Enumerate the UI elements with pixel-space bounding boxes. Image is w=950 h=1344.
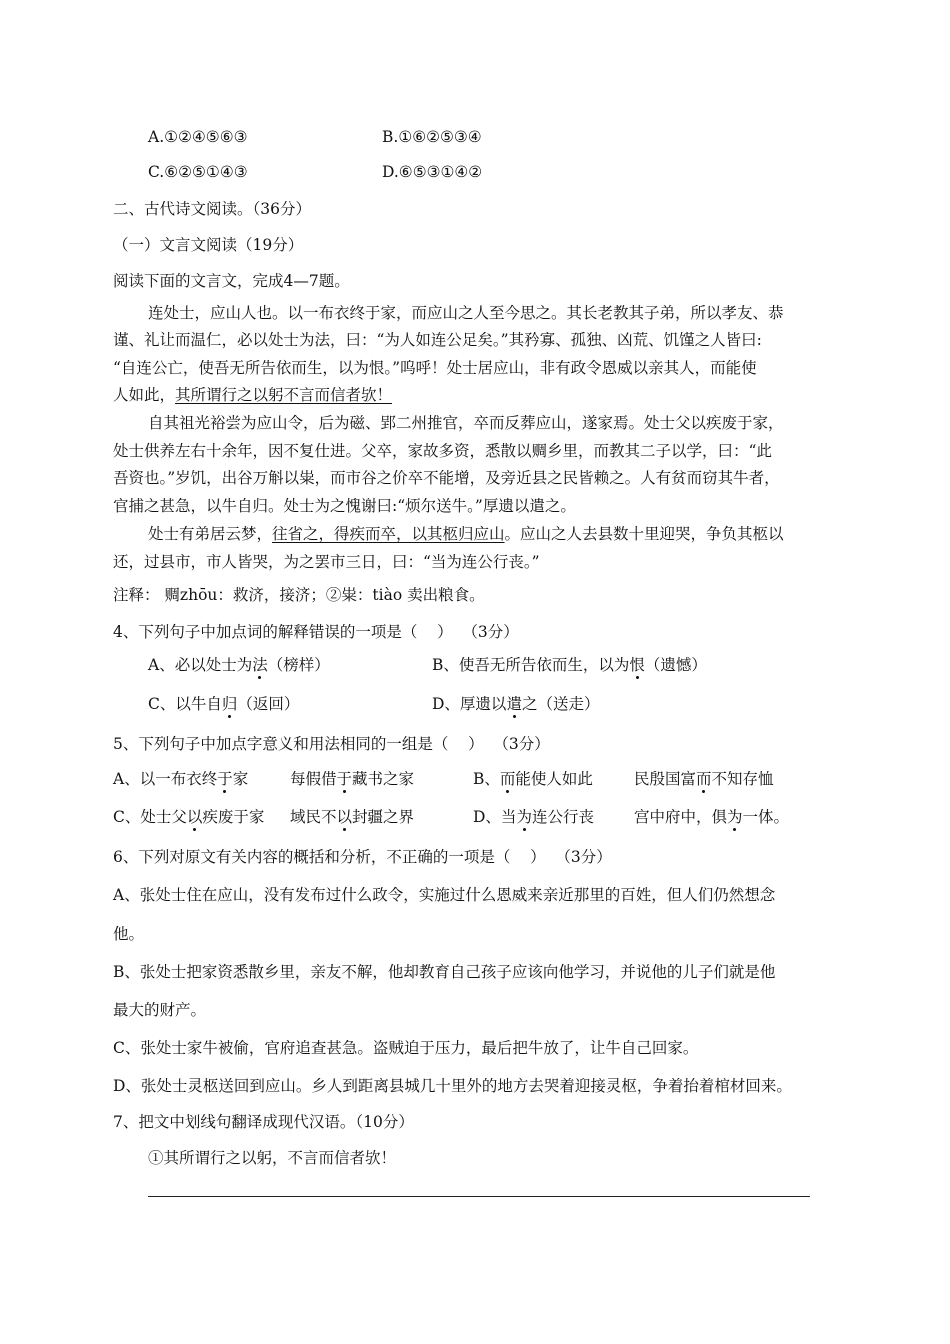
q5-c1-pre: C、处士父 (113, 808, 187, 826)
q5-option-d-1 (473, 807, 594, 827)
passage-p3-text-a: 处士有弟居云梦， (148, 525, 273, 543)
q4-c-pre: C、以牛自 (148, 695, 222, 713)
passage-p2-line2: 处士供养左右十余年，因不复仕进。父卒，家故多资，悉散以赒乡里，而教其二子以学，曰：“此 (113, 442, 772, 460)
q5-d1-pre: D、当 (473, 808, 517, 826)
q4-b-dotted: 恨 (629, 656, 645, 674)
passage-p3-line1 (148, 524, 784, 544)
q4-option-b (432, 655, 707, 675)
q5-option-c-2 (290, 807, 414, 827)
q3-option-d: D.⑥⑤③①④② (382, 163, 483, 181)
q4-stem: 4、下列句子中加点词的解释错误的一项是（ ） （3分） (113, 623, 519, 641)
annotation-note: 注释： 赒zhōu：救济，接济；②粜：tiào 卖出粮食。 (113, 586, 485, 604)
q5-c2-post: 封疆之界 (352, 808, 415, 826)
q4-d-dotted: 遣 (506, 695, 522, 713)
q5-option-b-2 (634, 769, 774, 789)
passage-p3-text-b: 。应山之人去县数十里迎哭，争负其柩以 (504, 525, 784, 543)
q5-a1-dotted: 于 (217, 770, 233, 788)
q6-option-a-line2: 他。 (113, 925, 145, 943)
q5-a2-pre: 每假借 (290, 770, 337, 788)
q6-option-c: C、张处士家牛被偷，官府追查甚急。盗贼迫于压力，最后把牛放了，让牛自己回家。 (113, 1039, 699, 1057)
q5-d2-post: 一体。 (742, 808, 790, 826)
passage-p1-line2: 谨、礼让而温仁，必以处士为法，曰：“为人如连公足矣。”其矜寡、孤独、凶荒、饥馑之人皆曰: (113, 331, 762, 349)
q7-stem: 7、把文中划线句翻译成现代汉语。（10分） (113, 1113, 414, 1131)
q5-d1-post: 连公行丧 (531, 808, 594, 826)
q5-b2-dotted: 而 (696, 770, 712, 788)
q4-option-d (432, 694, 599, 714)
underlined-sentence-2: 往省之，得疾而卒，以其柩归应山 (272, 525, 505, 543)
q4-c-dotted: 归 (221, 695, 238, 713)
passage-p2-line1: 自其祖光裕尝为应山令，后为磁、郢二州推官，卒而反葬应山，遂家焉。处士父以疾废于家， (148, 414, 784, 432)
q5-option-c-1 (113, 807, 264, 827)
q5-option-a-2 (290, 769, 414, 789)
q5-option-a-1 (113, 769, 248, 789)
q6-stem: 6、下列对原文有关内容的概括和分析，不正确的一项是（ ） （3分） (113, 848, 612, 866)
q6-option-a-line1: A、张处士住在应山，没有发布过什么政令，实施过什么恩威来亲近那里的百姓，但人们仍然想念 (113, 886, 776, 904)
q4-option-c (148, 694, 299, 714)
q5-a1-post: 家 (232, 770, 249, 788)
passage-p2-line4: 官捕之甚急，以牛自归。处士为之愧谢曰:“烦尔送牛。”厚遗以遣之。 (113, 497, 576, 515)
q5-b2-post: 不知存恤 (711, 770, 774, 788)
q4-a-post: （榜样） (267, 656, 330, 674)
answer-line[interactable] (148, 1196, 810, 1197)
q5-stem: 5、下列句子中加点字意义和用法相同的一组是（ ） （3分） (113, 735, 550, 753)
q5-c1-post: 疾废于家 (202, 808, 265, 826)
q5-a2-dotted: 于 (336, 770, 353, 788)
q4-option-a (148, 655, 330, 675)
passage-p3-line2: 还，过县市，市人皆哭，为之罢市三日，曰：“当为连公行丧。” (113, 553, 540, 571)
q3-option-b: B.①⑥②⑤③④ (382, 128, 482, 146)
q4-a-pre: A、必以处士为 (148, 656, 253, 674)
q4-c-post: （返回） (237, 695, 300, 713)
q6-option-b-line1: B、张处士把家资悉散乡里，亲友不解，他却教育自己孩子应该向他学习，并说他的儿子们就是他 (113, 963, 776, 981)
underlined-sentence-1: 其所谓行之以躬不言而信者欤！ (175, 386, 393, 404)
q5-d2-dotted: 为 (727, 808, 743, 826)
passage-p1-line4 (113, 385, 392, 405)
q5-a2-post: 藏书之家 (352, 770, 415, 788)
q4-d-pre: D、厚遗以 (432, 695, 507, 713)
q5-c2-pre: 域民不 (290, 808, 337, 826)
q6-option-b-line2: 最大的财产。 (113, 1001, 207, 1019)
q5-d1-dotted: 为 (516, 808, 532, 826)
q5-option-b-1 (473, 769, 593, 789)
passage-p1-line4-text: 人如此， (113, 386, 176, 404)
q5-c2-dotted: 以 (336, 808, 353, 826)
q4-d-post: 之（送走） (521, 695, 600, 713)
q5-a1-pre: A、以一布衣终 (113, 770, 218, 788)
q3-option-a: A.①②④⑤⑥③ (148, 128, 248, 146)
q5-b1-dotted: 而 (499, 770, 516, 788)
q3-option-c: C.⑥②⑤①④③ (148, 163, 248, 181)
subsection-1-title: （一）文言文阅读（19分） (113, 236, 304, 254)
q4-b-pre: B、使吾无所告依而生，以为 (432, 656, 630, 674)
q5-b1-post: 能使人如此 (515, 770, 593, 788)
passage-p1-line3: “自连公亡，使吾无所告依而生，以为恨。”呜呼！处士居应山，非有政令恩威以亲其人，而能使 (113, 359, 757, 377)
q4-a-dotted: 法 (252, 656, 268, 674)
q7-item-1: ①其所谓行之以躬，不言而信者欤！ (148, 1149, 397, 1167)
q6-option-d: D、张处士灵柩送回到应山。乡人到距离县城几十里外的地方去哭着迎接灵枢，争着抬着棺材回来。 (113, 1077, 792, 1095)
reading-instruction: 阅读下面的文言文，完成4—7题。 (113, 272, 350, 290)
q5-option-d-2 (634, 807, 789, 827)
q5-b1-pre: B、 (473, 770, 500, 788)
q5-d2-pre: 宫中府中，俱 (634, 808, 728, 826)
section-2-title: 二、古代诗文阅读。（36分） (113, 200, 311, 218)
passage-p1-line1: 连处士，应山人也。以一布衣终于家，而应山之人至今思之。其长老教其子弟，所以孝友、恭 (148, 304, 784, 322)
q5-c1-dotted: 以 (186, 808, 203, 826)
passage-p2-line3: 吾资也。”岁饥，出谷万斛以粜，而市谷之价卒不能增，及旁近县之民皆赖之。人有贫而窃其牛者， (113, 469, 780, 487)
q4-b-post: （遗憾） (644, 656, 707, 674)
q5-b2-pre: 民殷国富 (634, 770, 697, 788)
